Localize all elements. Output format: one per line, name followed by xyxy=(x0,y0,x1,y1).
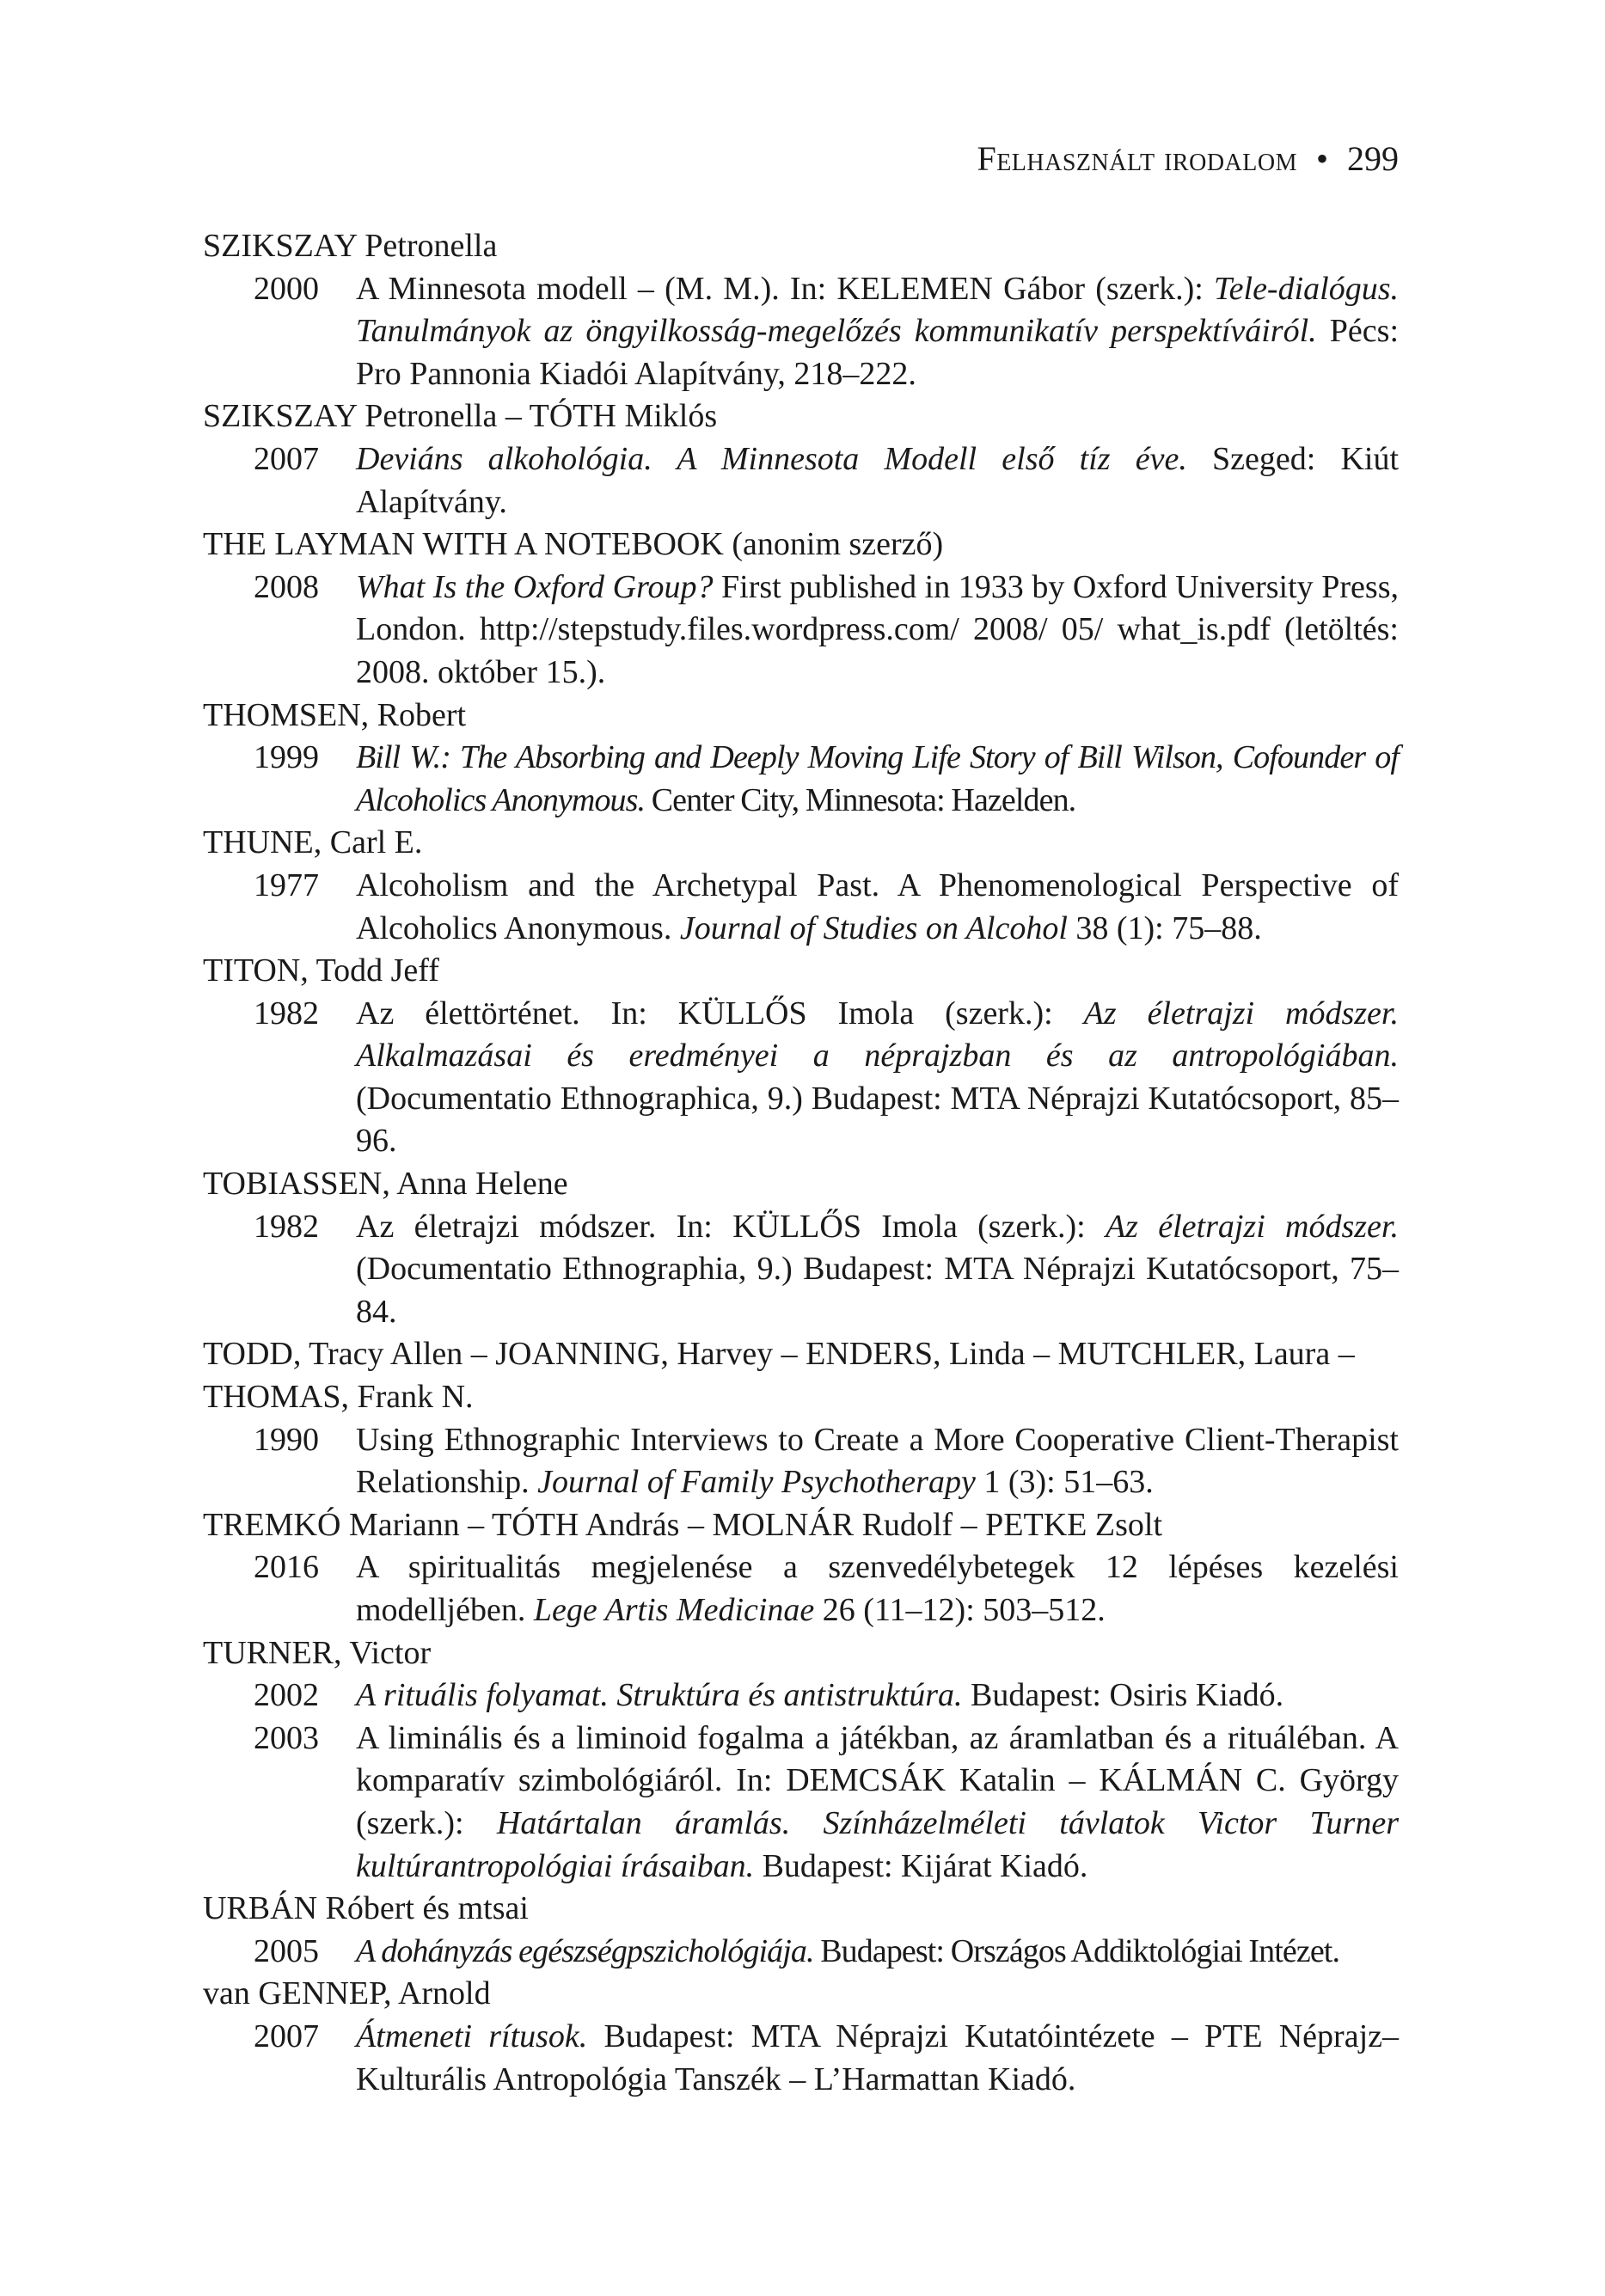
work-title: A rituális folyamat. Struktúra és antistruktúra. xyxy=(356,1677,963,1714)
reference-segment: Budapest: Kijárat Kiadó. xyxy=(754,1847,1088,1884)
publication-year: 2008 xyxy=(254,568,319,605)
work-title: Az életrajzi módszer. Alkalmazásai és eredményei a néprajzban és az antropológiában. xyxy=(356,995,1399,1075)
author-name: van GENNEP, Arnold xyxy=(203,1975,491,2012)
reference-segment: (Documentatio Ethnographica, 9.) Budapest: MTA Néprajzi Kutatócsoport, 85–96. xyxy=(356,1080,1399,1160)
author-name: SZIKSZAY Petronella – TÓTH Miklós xyxy=(203,398,718,435)
work-title: Határtalan áramlás. Színházelméleti távlatok Victor Turner kultúrantropológiai írásaiban. xyxy=(356,1804,1400,1884)
bibliography-entry xyxy=(203,566,1399,695)
reference-segment: Budapest: Országos Addiktológiai Intézet. xyxy=(813,1932,1340,1969)
bibliography-entry xyxy=(203,865,1399,950)
author-name: TITON, Todd Jeff xyxy=(203,952,439,989)
reference-text xyxy=(356,268,1399,396)
bibliography-entry xyxy=(203,737,1399,822)
reference-segment: 1 (3): 51–63. xyxy=(975,1464,1154,1501)
page-number: 299 xyxy=(1347,139,1399,178)
bibliography-entry xyxy=(203,993,1399,1163)
work-title: Lege Artis Medicinae xyxy=(533,1592,815,1628)
reference-text xyxy=(356,1206,1399,1334)
author-name: THUNE, Carl E. xyxy=(203,824,423,861)
work-title: Az életrajzi módszer. xyxy=(1105,1208,1399,1245)
reference-segment: 26 (11–12): 503–512. xyxy=(814,1592,1106,1628)
reference-text xyxy=(356,993,1399,1163)
publication-year: 1999 xyxy=(254,739,319,776)
reference-text xyxy=(356,566,1399,695)
publication-year: 1990 xyxy=(254,1421,319,1458)
bibliography-entry xyxy=(203,268,1399,396)
section-title: Felhasznált irodalom xyxy=(977,139,1297,178)
bibliography-entry xyxy=(203,1931,1399,1974)
publication-year: 1982 xyxy=(254,1208,319,1245)
publication-year: 2005 xyxy=(254,1932,319,1969)
publication-year: 2016 xyxy=(254,1549,319,1586)
work-title: Bill W.: The Absorbing and Deeply Moving Life Story of Bill Wilson, Cofounder of Alcoholics Anonymous. xyxy=(356,739,1399,818)
reference-text xyxy=(356,865,1399,950)
running-head xyxy=(203,136,1399,182)
reference-segment: Alcoholism and the Archetypal Past. A Phenomenological Perspective of Alcoholics Anonymous. xyxy=(356,866,1399,946)
work-title: Átmeneti rítusok. xyxy=(356,2017,588,2054)
author-name: THE LAYMAN WITH A NOTEBOOK (anonim szerző) xyxy=(203,526,944,563)
bibliography-entry xyxy=(203,1546,1399,1632)
author-name: SZIKSZAY Petronella xyxy=(203,228,498,264)
reference-text xyxy=(356,2016,1399,2101)
publication-year: 2003 xyxy=(254,1719,319,1756)
work-title: Journal of Studies on Alcohol xyxy=(679,909,1068,946)
work-title: Tele-dialógus. Tanulmányok az öngyilkosság-megelőzés kommunikatív perspektíváiról. xyxy=(356,270,1399,350)
work-title: Journal of Family Psychotherapy xyxy=(537,1464,976,1501)
reference-segment: Szeged: Kiút Alapítvány. xyxy=(356,440,1400,520)
bibliography-entry xyxy=(203,1675,1399,1717)
reference-text xyxy=(356,737,1399,822)
author-name: TURNER, Victor xyxy=(203,1634,432,1671)
reference-segment: Budapest: Osiris Kiadó. xyxy=(962,1677,1284,1714)
author-name: URBÁN Róbert és mtsai xyxy=(203,1890,529,1927)
author-name: TODD, Tracy Allen – JOANNING, Harvey – ENDERS, Linda – MUTCHLER, Laura – THOMAS, Frank N. xyxy=(203,1336,1355,1416)
bibliography-entry xyxy=(203,438,1399,523)
reference-text xyxy=(356,438,1399,523)
bibliography-list xyxy=(203,225,1399,2101)
work-title: Deviáns alkohológia. A Minnesota Modell első tíz éve. xyxy=(356,440,1187,477)
author-name: TOBIASSEN, Anna Helene xyxy=(203,1166,568,1203)
publication-year: 2007 xyxy=(254,2017,319,2054)
publication-year: 2002 xyxy=(254,1677,319,1714)
reference-segment: Az élettörténet. In: KÜLLŐS Imola (szerk.): xyxy=(356,995,1084,1032)
publication-year: 1977 xyxy=(254,866,319,903)
publication-year: 2000 xyxy=(254,270,319,307)
reference-text xyxy=(356,1546,1399,1632)
reference-segment: (Documentatio Ethnographia, 9.) Budapest: MTA Néprajzi Kutatócsoport, 75–84. xyxy=(356,1251,1399,1330)
publication-year: 2007 xyxy=(254,440,319,477)
reference-segment: A liminális és a liminoid fogalma a játékban, az áramlatban és a rituáléban. A komparatív szimbológiáról. In: DEMCSÁK Katalin – KÁLMÁN C. György (szerk.): xyxy=(356,1719,1399,1841)
work-title: What Is the Oxford Group? xyxy=(356,568,714,605)
bibliography-entry xyxy=(203,2016,1399,2101)
bibliography-entry xyxy=(203,1206,1399,1334)
reference-segment: A Minnesota modell – (M. M.). In: KELEMEN Gábor (szerk.): xyxy=(356,270,1214,307)
author-name: THOMSEN, Robert xyxy=(203,696,467,733)
reference-segment: Az életrajzi módszer. In: KÜLLŐS Imola (szerk.): xyxy=(356,1208,1106,1245)
bullet-separator: • xyxy=(1315,139,1328,178)
reference-segment: Center City, Minnesota: Hazelden. xyxy=(645,781,1076,818)
reference-segment: Using Ethnographic Interviews to Create a More Cooperative Client-Therapist Relationship. xyxy=(356,1421,1399,1501)
reference-segment: First published in 1933 by Oxford University Press, London. http://stepstudy.files.wordpress.com/ 2008/ 05/ what_is.pdf (letöltés: 2008. október 15.). xyxy=(356,568,1399,690)
reference-text xyxy=(356,1675,1399,1717)
reference-segment: A spiritualitás megjelenése a szenvedélybetegek 12 lépéses kezelési modelljében. xyxy=(356,1549,1399,1628)
publication-year: 1982 xyxy=(254,995,319,1032)
reference-segment: 38 (1): 75–88. xyxy=(1067,909,1262,946)
reference-text xyxy=(356,1931,1399,1974)
author-name: TREMKÓ Mariann – TÓTH András – MOLNÁR Rudolf – PETKE Zsolt xyxy=(203,1506,1163,1543)
reference-segment: Budapest: MTA Néprajzi Kutatóintézete – PTE Néprajz–Kulturális Antropológia Tanszék – L’Harmattan Kiadó. xyxy=(356,2017,1399,2097)
work-title: A dohányzás egészségpszichológiája. xyxy=(356,1932,814,1969)
bibliography-entry xyxy=(203,1419,1399,1504)
reference-text xyxy=(356,1717,1399,1888)
bibliography-entry xyxy=(203,1717,1399,1888)
reference-segment: Pécs: Pro Pannonia Kiadói Alapítvány, 218–222. xyxy=(356,313,1399,392)
reference-text xyxy=(356,1419,1399,1504)
